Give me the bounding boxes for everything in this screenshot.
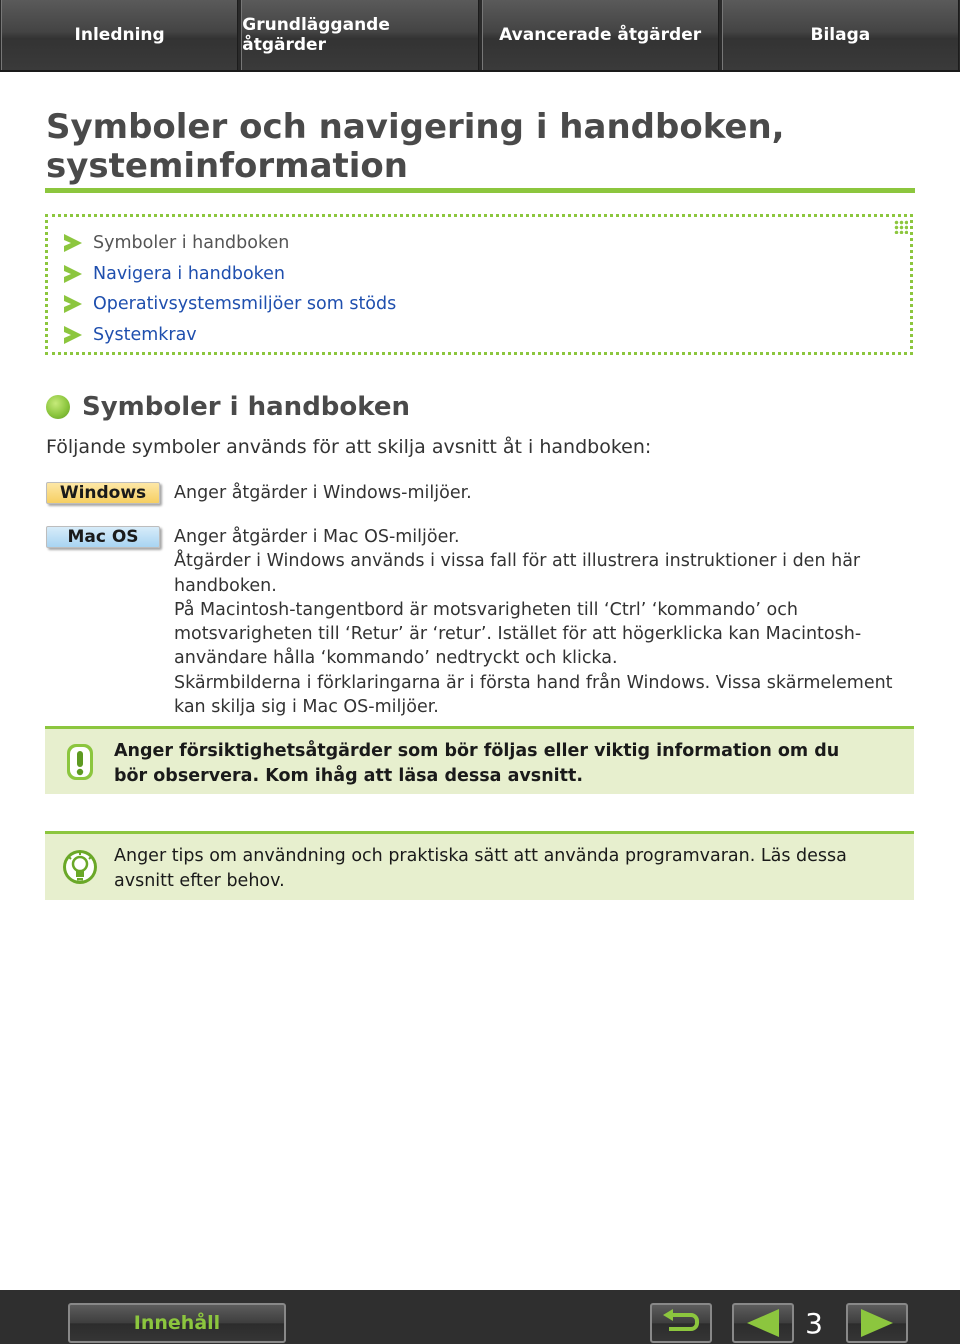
page-title: Symboler och navigering i handboken, systeminformation [46, 107, 785, 186]
mac-description-line: På Macintosh-tangentbord är motsvarigheten till ‘Ctrl’ ‘kommando’ och motsvarigheten till ‘Retur’ är ‘retur’. Istället för att högerklicka kan Macintosh-användare hålla ‘kommando’ nedtryckt och klicka. [174, 599, 862, 669]
mac-description-line: Åtgärder i Windows används i vissa fall för att illustrera instruktioner i den här handboken. [174, 551, 861, 596]
green-bullet-icon [46, 395, 70, 419]
mac-os-badge: Mac OS [46, 526, 160, 548]
dotted-corner-decoration [894, 220, 908, 234]
toc-link-symboler[interactable]: Symboler i handboken [93, 233, 290, 254]
table-of-contents [45, 214, 913, 355]
toc-item [64, 228, 396, 259]
tab-bilaga[interactable]: Bilaga [722, 0, 959, 70]
section-heading [46, 392, 410, 422]
mac-os-description [174, 525, 914, 719]
tip-text: Anger tips om användning och praktiska sätt att använda programvaran. Läs dessa avsnitt efter behov. [114, 846, 847, 891]
triangle-right-icon [857, 1308, 897, 1338]
toc-link-navigera[interactable]: Navigera i handboken [93, 263, 286, 284]
section-intro: Följande symboler används för att skilja avsnitt åt i handboken: [46, 436, 652, 458]
page-number: 3 [805, 1307, 823, 1340]
previous-page-button[interactable] [732, 1303, 794, 1343]
toc-link-systemkrav[interactable]: Systemkrav [93, 324, 197, 345]
tab-grundlaggande-atgarder[interactable]: Grundläggande åtgärder [241, 0, 478, 70]
arrow-right-icon [64, 326, 82, 344]
toc-item [64, 320, 396, 351]
caution-icon [61, 743, 99, 781]
caution-text: Anger försiktighetsåtgärder som bör följas eller viktig information om du bör observera. Kom ihåg att läsa dessa avsnitt. [114, 741, 840, 786]
arrow-right-icon [64, 295, 82, 313]
mac-description-line: Skärmbilderna i förklaringarna är i första hand från Windows. Vissa skärmelement kan skilja sig i Mac OS-miljöer. [174, 672, 893, 718]
toc-item [64, 259, 396, 290]
toc-link-operativsystem[interactable]: Operativsystemsmiljöer som stöds [93, 294, 397, 315]
caution-note [45, 726, 914, 794]
mac-description-line: Anger åtgärder i Mac OS-miljöer. [174, 527, 460, 547]
contents-button[interactable]: Innehåll [68, 1303, 286, 1343]
section-title: Symboler i handboken [82, 392, 411, 422]
tip-note [45, 831, 914, 900]
arrow-right-icon [64, 234, 82, 252]
bottom-navigation-bar [0, 1290, 960, 1344]
windows-badge: Windows [46, 482, 160, 504]
tab-inledning[interactable]: Inledning [1, 0, 238, 70]
windows-description [174, 481, 914, 505]
windows-description-text: Anger åtgärder i Windows-miljöer. [174, 483, 472, 503]
toc-item [64, 289, 396, 320]
arrow-right-icon [64, 265, 82, 283]
title-divider [45, 188, 915, 193]
next-page-button[interactable] [846, 1303, 908, 1343]
lightbulb-icon [61, 848, 99, 886]
return-arrow-icon [661, 1309, 701, 1337]
tab-avancerade-atgarder[interactable]: Avancerade åtgärder [482, 0, 719, 70]
triangle-left-icon [743, 1308, 783, 1338]
return-button[interactable] [650, 1303, 712, 1343]
top-navigation [0, 0, 960, 72]
